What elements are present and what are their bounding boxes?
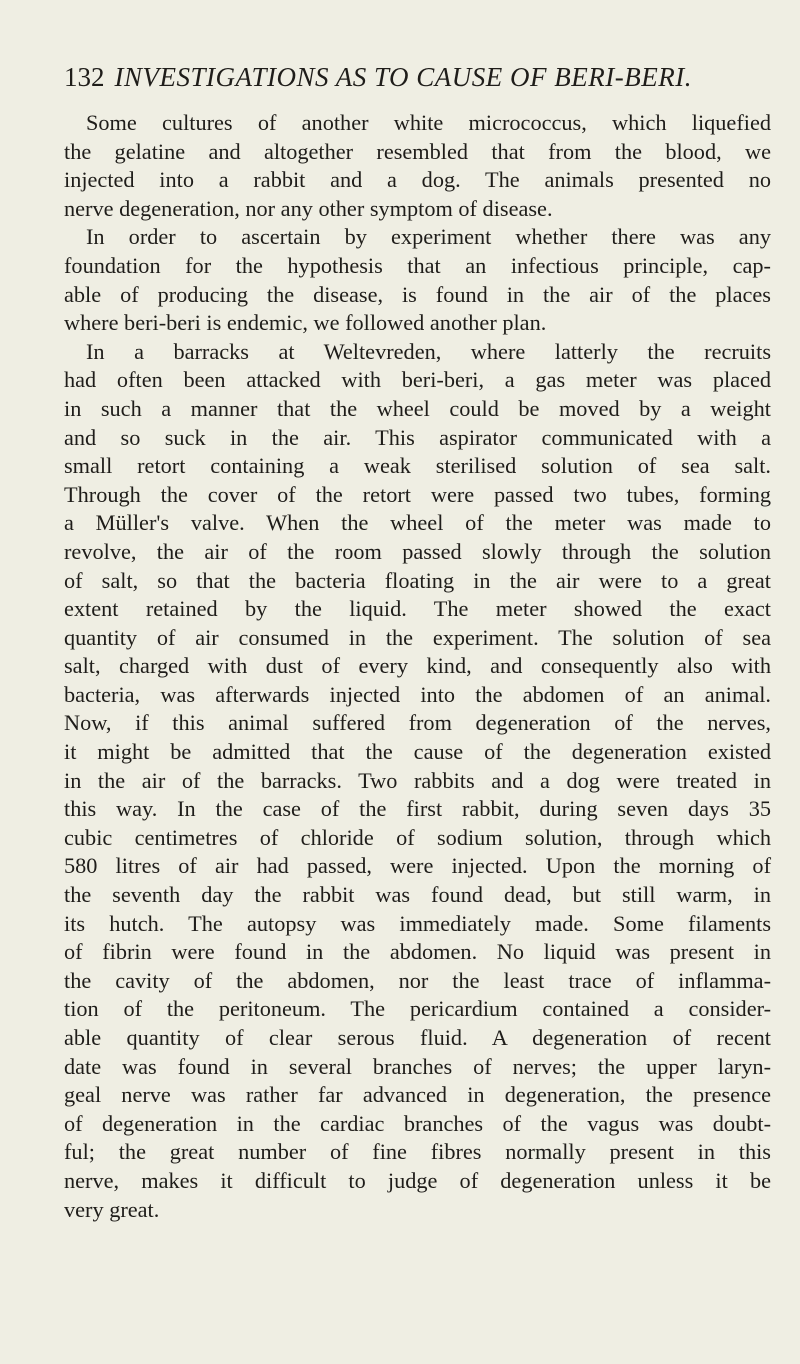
text-line: cubic centimetres of chloride of sodium solution, through which: [64, 824, 771, 850]
text-line: ful; the great number of fine fibres normally present in this: [64, 1139, 771, 1165]
text-line: nerve degeneration, nor any other symptom of disease.: [64, 195, 553, 221]
text-line: In a barracks at Weltevreden, where latterly the recruits: [86, 338, 771, 364]
page-header: [64, 60, 764, 94]
text-line: of salt, so that the bacteria floating in the air were to a great: [64, 567, 771, 593]
text-line: a Müller's valve. When the wheel of the meter was made to: [64, 510, 771, 536]
text-line: nerve, makes it difficult to judge of degeneration unless it be: [64, 1167, 771, 1193]
text-line: of fibrin were found in the abdomen. No liquid was present in: [64, 939, 771, 965]
text-line: it might be admitted that the cause of the degeneration existed: [64, 739, 771, 765]
text-line: In order to ascertain by experiment whether there was any: [86, 224, 771, 250]
text-line: of degeneration in the cardiac branches of the vagus was doubt-: [64, 1110, 771, 1136]
text-line: in the air of the barracks. Two rabbits and a dog were treated in: [64, 767, 771, 793]
text-line: able quantity of clear serous fluid. A degeneration of recent: [64, 1025, 771, 1050]
text-line: tion of the peritoneum. The pericardium contained a consider-: [64, 996, 771, 1022]
text-line: the seventh day the rabbit was found dead, but still warm, in: [64, 882, 771, 908]
text-line: Through the cover of the retort were passed two tubes, forming: [64, 481, 771, 507]
text-line: able of producing the disease, is found in the air of the places: [64, 281, 771, 307]
text-line: revolve, the air of the room passed slowly through the solution: [64, 538, 771, 564]
text-line: its hutch. The autopsy was immediately made. Some filaments: [64, 910, 771, 936]
text-line: injected into a rabbit and a dog. The animals presented no: [64, 167, 771, 193]
text-line: geal nerve was rather far advanced in degeneration, the presence: [64, 1082, 771, 1108]
text-line: and so suck in the air. This aspirator communicated with a: [64, 424, 771, 450]
page-number: 132: [64, 62, 105, 92]
running-title: INVESTIGATIONS AS TO CAUSE OF BERI-BERI.: [114, 62, 692, 92]
text-line: Now, if this animal suffered from degeneration of the nerves,: [64, 710, 771, 736]
text-line: had often been attacked with beri-beri, a gas meter was placed: [64, 367, 771, 393]
text-line: the cavity of the abdomen, nor the least trace of inflamma-: [64, 967, 771, 993]
text-line: bacteria, was afterwards injected into the abdomen of an animal.: [64, 681, 771, 707]
text-line: the gelatine and altogether resembled that from the blood, we: [64, 138, 771, 164]
paragraph: [64, 223, 771, 337]
text-line: very great.: [64, 1196, 160, 1222]
text-line: Some cultures of another white micrococcus, which liquefied: [86, 110, 771, 135]
text-line: this way. In the case of the first rabbit, during seven days 35: [64, 796, 771, 822]
text-line: small retort containing a weak sterilised solution of sea salt.: [64, 453, 771, 479]
text-line: 580 litres of air had passed, were injected. Upon the morning of: [64, 853, 771, 879]
text-line: in such a manner that the wheel could be moved by a weight: [64, 395, 771, 421]
text-line: extent retained by the liquid. The meter showed the exact: [64, 596, 771, 622]
text-line: date was found in several branches of nerves; the upper laryn-: [64, 1053, 771, 1079]
text-line: foundation for the hypothesis that an infectious principle, cap-: [64, 252, 771, 278]
text-line: salt, charged with dust of every kind, and consequently also with: [64, 653, 771, 679]
body-text: [64, 109, 771, 1224]
paragraph: [64, 109, 771, 223]
text-line: quantity of air consumed in the experiment. The solution of sea: [64, 624, 771, 650]
paragraph: [64, 338, 771, 1224]
text-line: where beri-beri is endemic, we followed another plan.: [64, 310, 547, 336]
